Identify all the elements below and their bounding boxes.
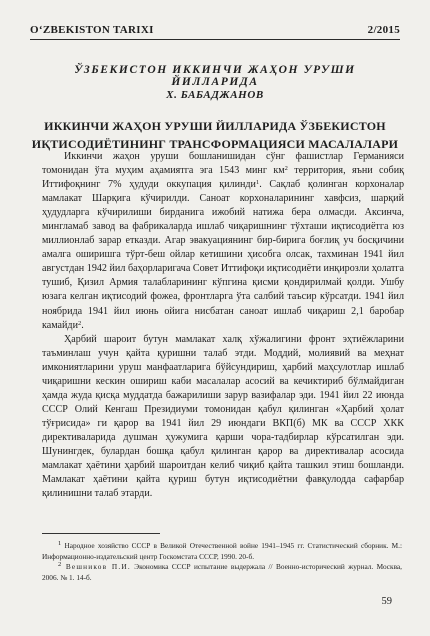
page-number: 59 bbox=[381, 596, 392, 607]
footnote-2-number: 2 bbox=[58, 561, 62, 568]
footnote-1-text: Народное хозяйство СССР в Великой Отечественной войне 1941–1945 гг. Статистический сборник. М.: Информационно-издательский центр Госкомстата СССР, 1990. 20-б. bbox=[42, 541, 402, 561]
header-rule bbox=[30, 39, 400, 40]
paragraph-1-text-b: территория, яъни собиқ Иттифоқнинг 7% ҳудуди оккупация қилинди bbox=[42, 165, 404, 191]
footnote-rule bbox=[42, 533, 160, 534]
journal-name: O‘ZBEKISTON TARIXI bbox=[30, 24, 154, 36]
footnote-2 bbox=[42, 562, 402, 583]
article-title-line-1: ИККИНЧИ ЖАҲОН УРУШИ ЙИЛЛАРИДА ЎЗБЕКИСТОН bbox=[44, 119, 386, 133]
footnote-2-text: Экономика СССР испытание выдержала // Военно-исторический журнал. Москва, 2006. № 1. 14-б. bbox=[42, 562, 402, 582]
footnotes bbox=[42, 541, 402, 583]
article-title-line-2: ИҚТИСОДИЁТИНИНГ ТРАНСФОРМАЦИЯСИ МАСАЛАЛАРИ bbox=[31, 137, 399, 151]
paragraph-2: Ҳарбий шароит бутун мамлакат халқ хўжалигини фронт эҳтиёжларини таъминлаш учун қайта қуришни талаб этди. Моддий, молиявий ва меҳнат имкониятларини уруш манфаатларига бўйсундириш, ҳарбий маҳсулотлар ишлаб чиқаришни кескин ошириш каби масалалар асосий ва кечиктириб бўлмайдиган ҳамда жуда қисқа муддатда бажарилиши зарур вазифалар эди. 1941 йил 22 июнда СССР Олий Кенгаш Президиуми томонидан қабул қилинган «Ҳарбий ҳолат тўғрисида» ги қарор ва 1941 йил 29 июндаги ВКП(б) МК ва СССР ХКК директиваларида душман ҳужумига қарши чора-тадбирлар кўрсатилган эди. Шунингдек, булардан бошқа қабул қилинган қарор ва директивалар асосида мамлакат ҳаётини ҳарбий шароитдан келиб чиқиб қайта ташкил этиш бошланди. Мамлакат ҳаётини қайта қуриш бутун иқтисодиётни фавқулодда сафарбар қилинишни талаб этарди. bbox=[42, 333, 404, 500]
footnote-1 bbox=[42, 541, 402, 562]
footnote-2-author: Вешников П.И. bbox=[61, 562, 131, 571]
superscript-km2: 2 bbox=[284, 165, 288, 173]
paragraph-1-text-d: . bbox=[81, 319, 84, 331]
paragraph-1 bbox=[42, 150, 404, 333]
article-title bbox=[30, 117, 400, 153]
section-title: ЎЗБЕКИСТОН ИККИНЧИ ЖАҲОН УРУШИ ЙИЛЛАРИДА bbox=[74, 64, 356, 88]
issue-number: 2/2015 bbox=[367, 24, 400, 36]
article-body bbox=[42, 150, 404, 501]
author-name: Х. БАБАДЖАНОВ bbox=[166, 89, 264, 101]
running-head bbox=[30, 24, 400, 36]
footnote-ref-1: 1 bbox=[255, 179, 260, 187]
footnote-ref-2: 2 bbox=[77, 319, 82, 327]
paragraph-1-text-c: . Сақлаб қолинган корхоналар мамлакат Шарқига кўчирилди. Саноат корхоналарининг хавфсиз, шарқий ҳудудларга кўчирилиши бирданига ижобий натижа бера олмасди. Аксинча, мингламаб завод ва фабрикаларда ишлаб чиқаришнинг тўхташи иқтисодиётга юз миллионлаб зарар етказди. Агар эвакуациянинг бир-бирига боғлиқ уч босқичини амалга оширишга тўрт-беш ойлар кетишини ҳисобга олсак, тахминан 1941 йил августдан 1942 йил баҳорларигача Совет Иттифоқи иқтисодиёти инқирозли ҳолатга тушиб, Қизил Армия талабларининг кўпгина қисми қондирилмай қолди. Ушбу юзага келган иқтисодий фожеа, фронтларга ўта салбий таъсир кўрсатди. 1941 йил ноябрида 1941 йил июнь ойига нисбатан саноат ишлаб чиқариш 2,1 баробар камайди bbox=[42, 179, 404, 331]
footnote-1-number: 1 bbox=[58, 540, 62, 547]
paragraph-1-text-a: Иккинчи жаҳон уруши бошланишидан сўнг фашистлар Германияси томонидан ўта муҳим аҳамиятга эга 1543 минг км bbox=[42, 151, 404, 177]
